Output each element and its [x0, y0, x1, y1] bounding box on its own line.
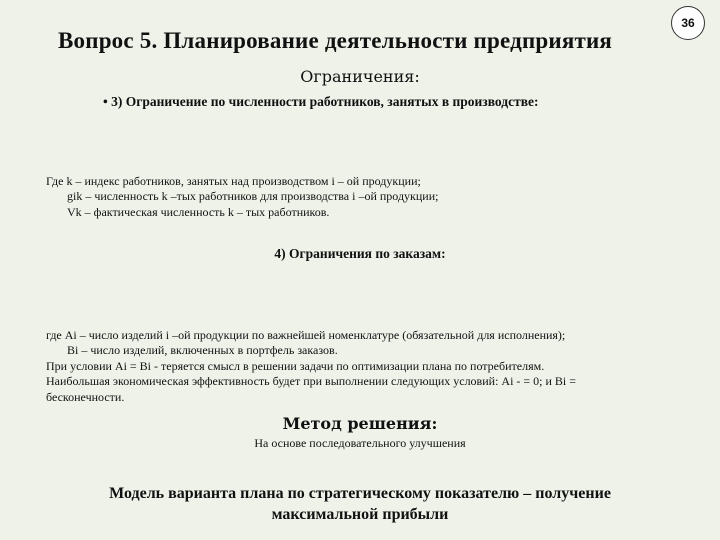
method-text: На основе последовательного улучшения	[254, 436, 466, 450]
constraint-4-explanation	[46, 328, 576, 405]
explanation-line: где Ai – число изделий i –ой продукции по важнейшей номенклатуре (обязательной для исполнения);	[46, 328, 566, 342]
model-conclusion	[0, 483, 720, 525]
explanation-line: gik – численность k –тых работников для производства i –ой продукции;	[67, 189, 439, 204]
model-line: Модель варианта плана по стратегическому показателю – получение	[109, 485, 611, 502]
explanation-line: бесконечности.	[46, 389, 125, 404]
slide-number: 36	[681, 16, 695, 30]
explanation-line: Bi – число изделий, включенных в портфель заказов.	[67, 343, 338, 358]
constraints-heading: Ограничения:	[300, 67, 420, 86]
constraint-3-heading: • 3) Ограничение по численности работников, занятых в производстве:	[103, 94, 539, 109]
constraint-4-heading: 4) Ограничения по заказам:	[274, 246, 446, 261]
explanation-line: Где k – индекс работников, занятых над производством i – ой продукции;	[46, 174, 421, 188]
model-line: максимальной прибыли	[271, 506, 449, 523]
constraint-3-explanation	[46, 174, 438, 220]
explanation-line: Vk – фактическая численность k – тых работников.	[67, 204, 330, 219]
explanation-line: При условии Ai = Bi - теряется смысл в решении задачи по оптимизации плана по потребителям.	[46, 358, 545, 373]
slide-number-badge	[671, 6, 705, 40]
explanation-line: Наибольшая экономическая эффективность будет при выполнении следующих условий: Ai - = 0; и Bi =	[46, 374, 577, 389]
method-heading: Метод решения:	[282, 414, 438, 433]
page-title: Вопрос 5. Планирование деятельности предприятия	[58, 28, 613, 53]
